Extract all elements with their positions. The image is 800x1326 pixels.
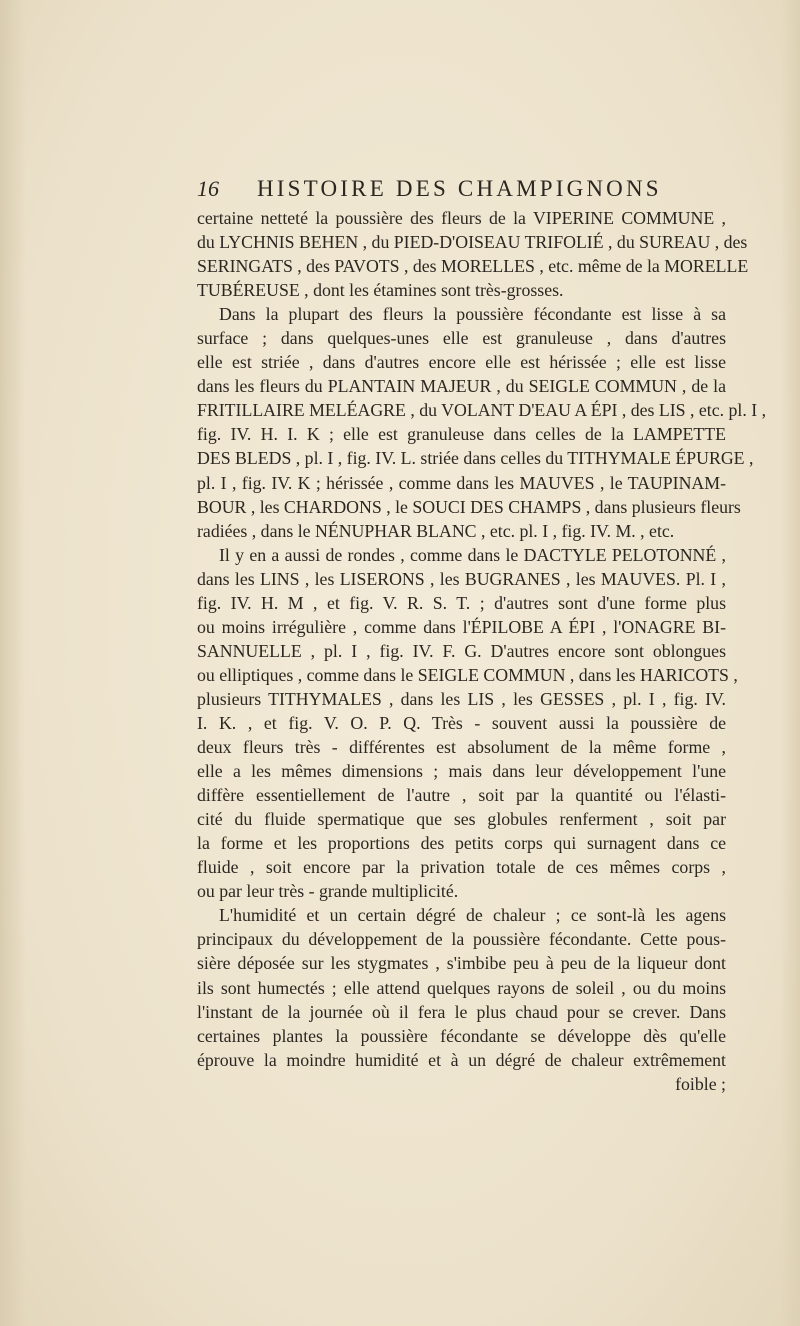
text-line: dans les fleurs du PLANTAIN MAJEUR , du SEIGLE COMMUN , de la	[197, 376, 726, 397]
text-line: cité du fluide spermatique que ses globules renferment , soit par	[197, 809, 726, 830]
text-line: BOUR , les CHARDONS , le SOUCI DES CHAMPS , dans plusieurs fleurs	[197, 496, 741, 517]
text-line: sière déposée sur les stygmates , s'imbibe peu à peu de la liqueur dont	[197, 953, 726, 974]
text-line: ils sont humectés ; elle attend quelques rayons de soleil , ou du moins	[197, 977, 726, 998]
running-head	[197, 176, 717, 202]
text-line: dans les LINS , les LISERONS , les BUGRANES , les MAUVES. Pl. I ,	[197, 568, 726, 589]
text-line: l'instant de la journée où il fera le plus chaud pour se crever. Dans	[197, 1001, 726, 1022]
text-line: deux fleurs très - différentes est absolument de la même forme ,	[197, 737, 726, 758]
text-line: diffère essentiellement de l'autre , soit par la quantité ou l'élasti-	[197, 785, 726, 806]
text-line: foible ;	[675, 1073, 726, 1094]
text-line: Il y en a aussi de rondes , comme dans le DACTYLE PELOTONNÉ ,	[219, 544, 726, 565]
text-line: TUBÉREUSE , dont les étamines sont très-grosses.	[197, 280, 564, 301]
text-line: certaine netteté la poussière des fleurs de la VIPERINE COMMUNE ,	[197, 208, 726, 228]
text-line: la forme et les proportions des petits corps qui surnagent dans ce	[197, 833, 726, 854]
text-line: certaines plantes la poussière fécondante se développe dès qu'elle	[197, 1025, 726, 1046]
running-title: HISTOIRE DES CHAMPIGNONS	[257, 176, 662, 201]
text-line: SERINGATS , des PAVOTS , des MORELLES , etc. même de la MORELLE	[197, 256, 749, 277]
text-line: ou moins irrégulière , comme dans l'ÉPILOBE A ÉPI , l'ONAGRE BI-	[197, 616, 726, 637]
text-line: ou par leur très - grande multiplicité.	[197, 881, 459, 902]
body-text	[197, 206, 767, 1096]
text-line: FRITILLAIRE MELÉAGRE , du VOLANT D'EAU A ÉPI , des LIS , etc. pl. I ,	[197, 400, 767, 421]
text-line: fig. IV. H. I. K ; elle est granuleuse dans celles de la LAMPETTE	[197, 424, 726, 445]
text-line: plusieurs TITHYMALES , dans les LIS , les GESSES , pl. I , fig. IV.	[197, 688, 726, 709]
text-line: radiées , dans le NÉNUPHAR BLANC , etc. pl. I , fig. IV. M. , etc.	[197, 520, 675, 541]
text-line: pl. I , fig. IV. K ; hérissée , comme dans les MAUVES , le TAUPINAM-	[197, 472, 726, 493]
text-line: elle a les mêmes dimensions ; mais dans leur développement l'une	[197, 761, 726, 782]
text-line: éprouve la moindre humidité et à un dégré de chaleur extrêmement	[197, 1049, 726, 1070]
text-line: ou elliptiques , comme dans le SEIGLE COMMUN , dans les HARICOTS ,	[197, 664, 738, 685]
page-right-edge-shadow	[780, 0, 800, 1326]
text-line: fig. IV. H. M , et fig. V. R. S. T. ; d'autres sont d'une forme plus	[197, 592, 726, 613]
text-line: principaux du développement de la poussière fécondante. Cette pous-	[197, 929, 726, 950]
page-number: 16	[197, 176, 219, 201]
text-line: L'humidité et un certain dégré de chaleur ; ce sont-là les agens	[219, 905, 726, 926]
text-line: surface ; dans quelques-unes elle est granuleuse , dans d'autres	[197, 328, 726, 349]
text-line: fluide , soit encore par la privation totale de ces mêmes corps ,	[197, 857, 726, 878]
text-line: SANNUELLE , pl. I , fig. IV. F. G. D'autres encore sont oblongues	[197, 640, 726, 661]
text-line: Dans la plupart des fleurs la poussière fécondante est lisse à sa	[219, 304, 726, 325]
text-line: du LYCHNIS BEHEN , du PIED-D'OISEAU TRIFOLIÉ , du SUREAU , des	[197, 232, 748, 253]
text-line: I. K. , et fig. V. O. P. Q. Très - souvent aussi la poussière de	[197, 712, 726, 733]
text-line: DES BLEDS , pl. I , fig. IV. L. striée dans celles du TITHYMALE ÉPURGE ,	[197, 448, 754, 469]
text-line: elle est striée , dans d'autres encore elle est hérissée ; elle est lisse	[197, 352, 726, 373]
page-left-edge-shadow	[0, 0, 26, 1326]
